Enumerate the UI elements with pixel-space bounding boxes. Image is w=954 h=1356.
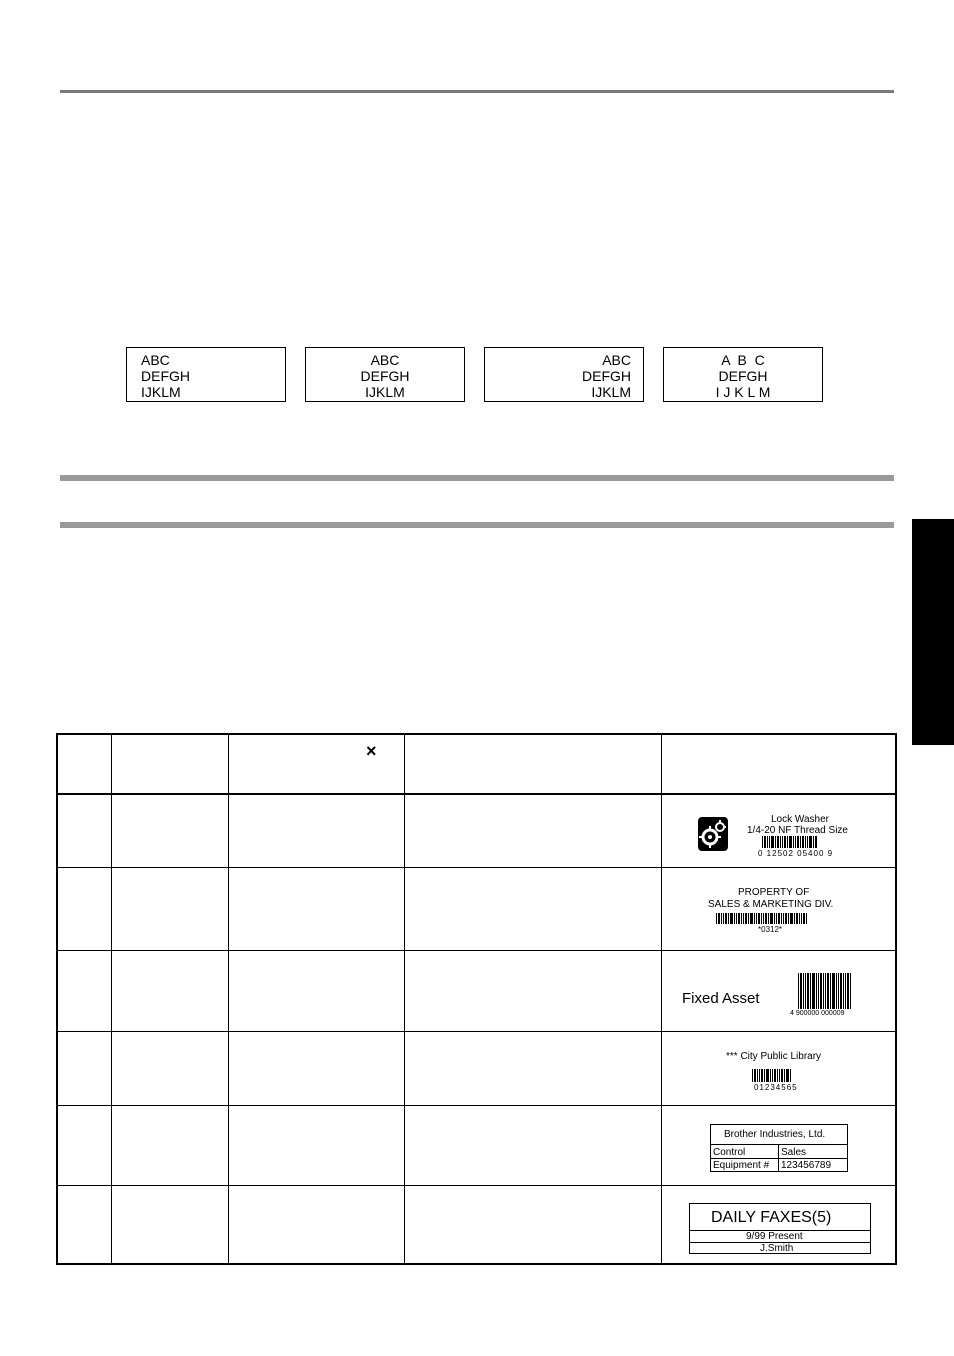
sample-line: DEFGH: [360, 368, 410, 384]
sample-line: DEFGH: [582, 368, 631, 384]
multiply-symbol: ×: [366, 741, 377, 761]
sample-line: IJKLM: [365, 384, 405, 400]
sample-line: ABC: [602, 352, 631, 368]
sample-line: PROPERTY OF: [738, 887, 810, 898]
barcode: [752, 1069, 810, 1082]
row-divider: [58, 1185, 895, 1186]
col-divider: [111, 735, 112, 1263]
sample-line: IJKLM: [591, 384, 631, 400]
sample-line: ABC: [141, 352, 170, 368]
sample-lock-washer: [698, 813, 868, 857]
barcode-digits: 0 12502 05400 9: [758, 849, 834, 858]
cell-text: 123456789: [781, 1160, 832, 1171]
cell-divider: [711, 1158, 847, 1159]
sample-line: SALES & MARKETING DIV.: [708, 899, 834, 910]
section-rule: [60, 522, 894, 528]
align-right-sample: [484, 347, 644, 402]
sample-line: Fixed Asset: [682, 990, 760, 1007]
top-rule: [60, 90, 894, 93]
sample-line: DEFGH: [141, 368, 190, 384]
chapter-side-tab: [912, 519, 954, 745]
gears-icon: [698, 817, 728, 851]
col-divider: [404, 735, 405, 1263]
sample-title: DAILY FAXES(5): [711, 1209, 832, 1226]
sample-property: [708, 887, 858, 943]
row-divider: [58, 1031, 895, 1032]
row-divider: [58, 950, 895, 951]
cell-divider: [711, 1144, 847, 1145]
cell-text: Sales: [781, 1147, 807, 1158]
align-justify-sample: [663, 347, 823, 402]
cell-text: Equipment #: [713, 1160, 770, 1171]
sample-brother: [710, 1124, 848, 1172]
row-divider: [58, 793, 895, 795]
sample-line: ABC: [370, 352, 400, 368]
row-divider: [58, 1105, 895, 1106]
barcode-digits: 4 900000 000009: [790, 1010, 845, 1017]
sample-title: Brother Industries, Ltd.: [724, 1129, 826, 1140]
sample-daily-faxes: [689, 1203, 871, 1254]
col-divider: [228, 735, 229, 1263]
sample-line: Lock Washer: [771, 814, 829, 825]
barcode: [762, 836, 832, 848]
align-center-sample: [305, 347, 465, 402]
section-rule: [60, 475, 894, 481]
sample-fixed-asset: [682, 971, 882, 1021]
sample-line: I J K L M: [715, 384, 771, 400]
align-left-sample: [126, 347, 286, 402]
col-divider: [661, 735, 662, 1263]
sample-library: [726, 1051, 846, 1095]
cell-divider: [778, 1144, 779, 1171]
sample-line: A B C: [721, 352, 765, 368]
barcode-digits: *0312*: [758, 925, 783, 934]
cell-text: 9/99 Present: [746, 1231, 803, 1242]
barcode-digits: 01234565: [754, 1083, 798, 1092]
row-divider: [58, 867, 895, 868]
cell-text: J.Smith: [760, 1243, 794, 1254]
cell-text: Control: [713, 1147, 746, 1158]
sample-line: DEFGH: [718, 368, 768, 384]
sample-line: *** City Public Library: [726, 1051, 822, 1062]
sample-line: 1/4-20 NF Thread Size: [747, 825, 848, 836]
label-format-table: [56, 733, 897, 1265]
barcode: [716, 913, 841, 924]
barcode: [798, 973, 876, 1009]
sample-line: IJKLM: [141, 384, 181, 400]
